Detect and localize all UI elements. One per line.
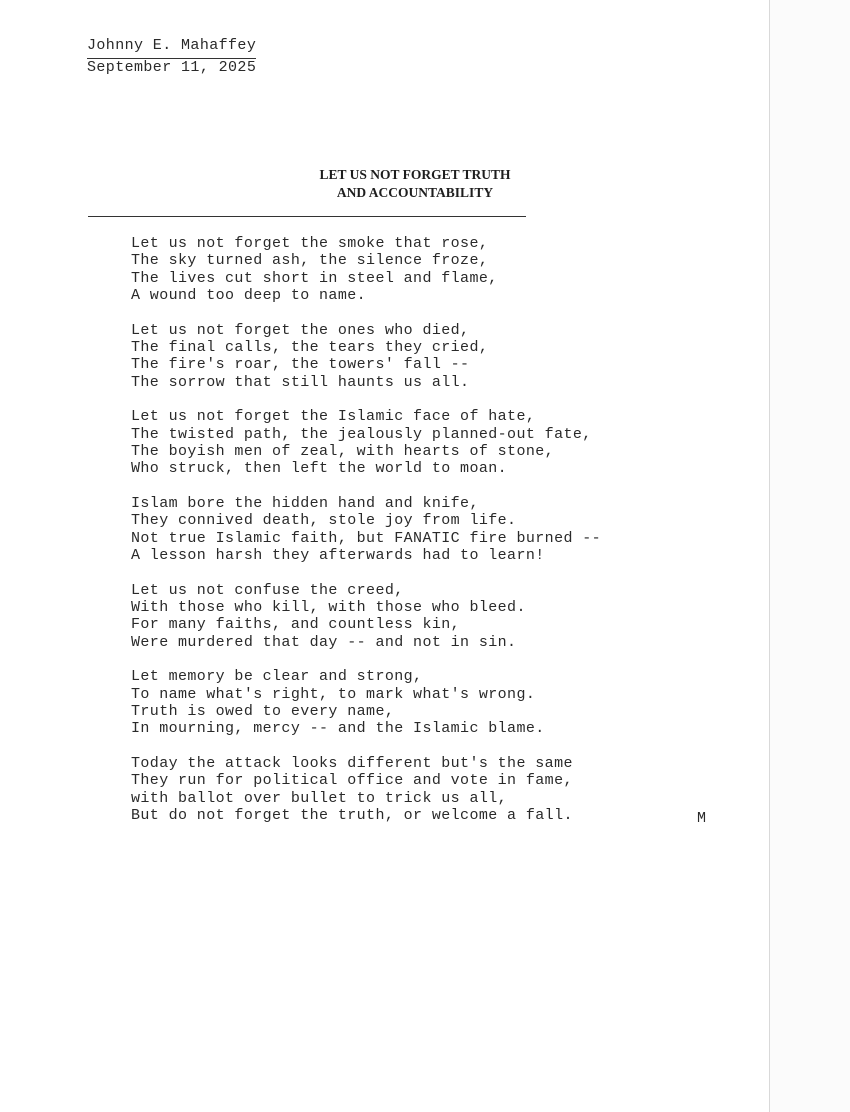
poem-line: The lives cut short in steel and flame, xyxy=(131,269,498,287)
poem-line: The sky turned ash, the silence froze, xyxy=(131,252,489,270)
stanza xyxy=(131,322,571,391)
poem-line: Were murdered that day -- and not in sin. xyxy=(131,633,517,651)
poem-line: Islam bore the hidden hand and knife, xyxy=(131,495,479,513)
poem-line: with ballot over bullet to trick us all, xyxy=(131,789,508,807)
stanza xyxy=(131,582,571,651)
poem-line: In mourning, mercy -- and the Islamic blame. xyxy=(131,720,545,738)
poem-line: Not true Islamic faith, but FANATIC fire burned -- xyxy=(131,529,602,547)
poem-body xyxy=(131,235,602,842)
author-name: Johnny E. Mahaffey xyxy=(87,35,256,59)
poem-line: The boyish men of zeal, with hearts of stone, xyxy=(131,442,555,460)
poem-line: Who struck, then left the world to moan. xyxy=(131,460,508,478)
author-initial: M xyxy=(697,810,707,827)
stanza xyxy=(131,668,571,737)
poem-line: Truth is owed to every name, xyxy=(131,703,395,721)
poem-line: The twisted path, the jealously planned-out fate, xyxy=(131,425,592,443)
poem-line: For many faiths, and countless kin, xyxy=(131,616,461,634)
page-edge xyxy=(769,0,850,1112)
poem-line: Let us not forget the ones who died, xyxy=(131,321,470,339)
title-divider xyxy=(88,216,526,217)
poem-title xyxy=(300,166,530,202)
poem-line: The fire's roar, the towers' fall -- xyxy=(131,356,470,374)
poem-line: But do not forget the truth, or welcome a fall. xyxy=(131,807,573,825)
poem-line: With those who kill, with those who bleed. xyxy=(131,599,526,617)
title-line-1: LET US NOT FORGET TRUTH xyxy=(319,167,511,182)
poem-line: A wound too deep to name. xyxy=(131,286,367,304)
poem-line: Let us not forget the smoke that rose, xyxy=(131,235,489,252)
poem-line: Let us not confuse the creed, xyxy=(131,581,404,599)
poem-line: Let memory be clear and strong, xyxy=(131,668,423,686)
poem-line: They connived death, stole joy from life. xyxy=(131,512,517,530)
poem-line: The sorrow that still haunts us all. xyxy=(131,373,470,391)
poem-line: They run for political office and vote in fame, xyxy=(131,772,573,790)
poem-line: Today the attack looks different but's the same xyxy=(131,755,573,773)
poem-line: The final calls, the tears they cried, xyxy=(131,338,489,356)
poem-line: Let us not forget the Islamic face of hate, xyxy=(131,408,536,426)
stanza xyxy=(131,235,571,304)
title-line-2: AND ACCOUNTABILITY xyxy=(336,185,494,200)
date-line: September 11, 2025 xyxy=(87,59,257,76)
stanza xyxy=(131,408,592,478)
stanza xyxy=(131,755,571,824)
poem-line: A lesson harsh they afterwards had to learn! xyxy=(131,546,545,564)
poem-line: To name what's right, to mark what's wrong. xyxy=(131,685,536,703)
stanza xyxy=(131,495,602,564)
